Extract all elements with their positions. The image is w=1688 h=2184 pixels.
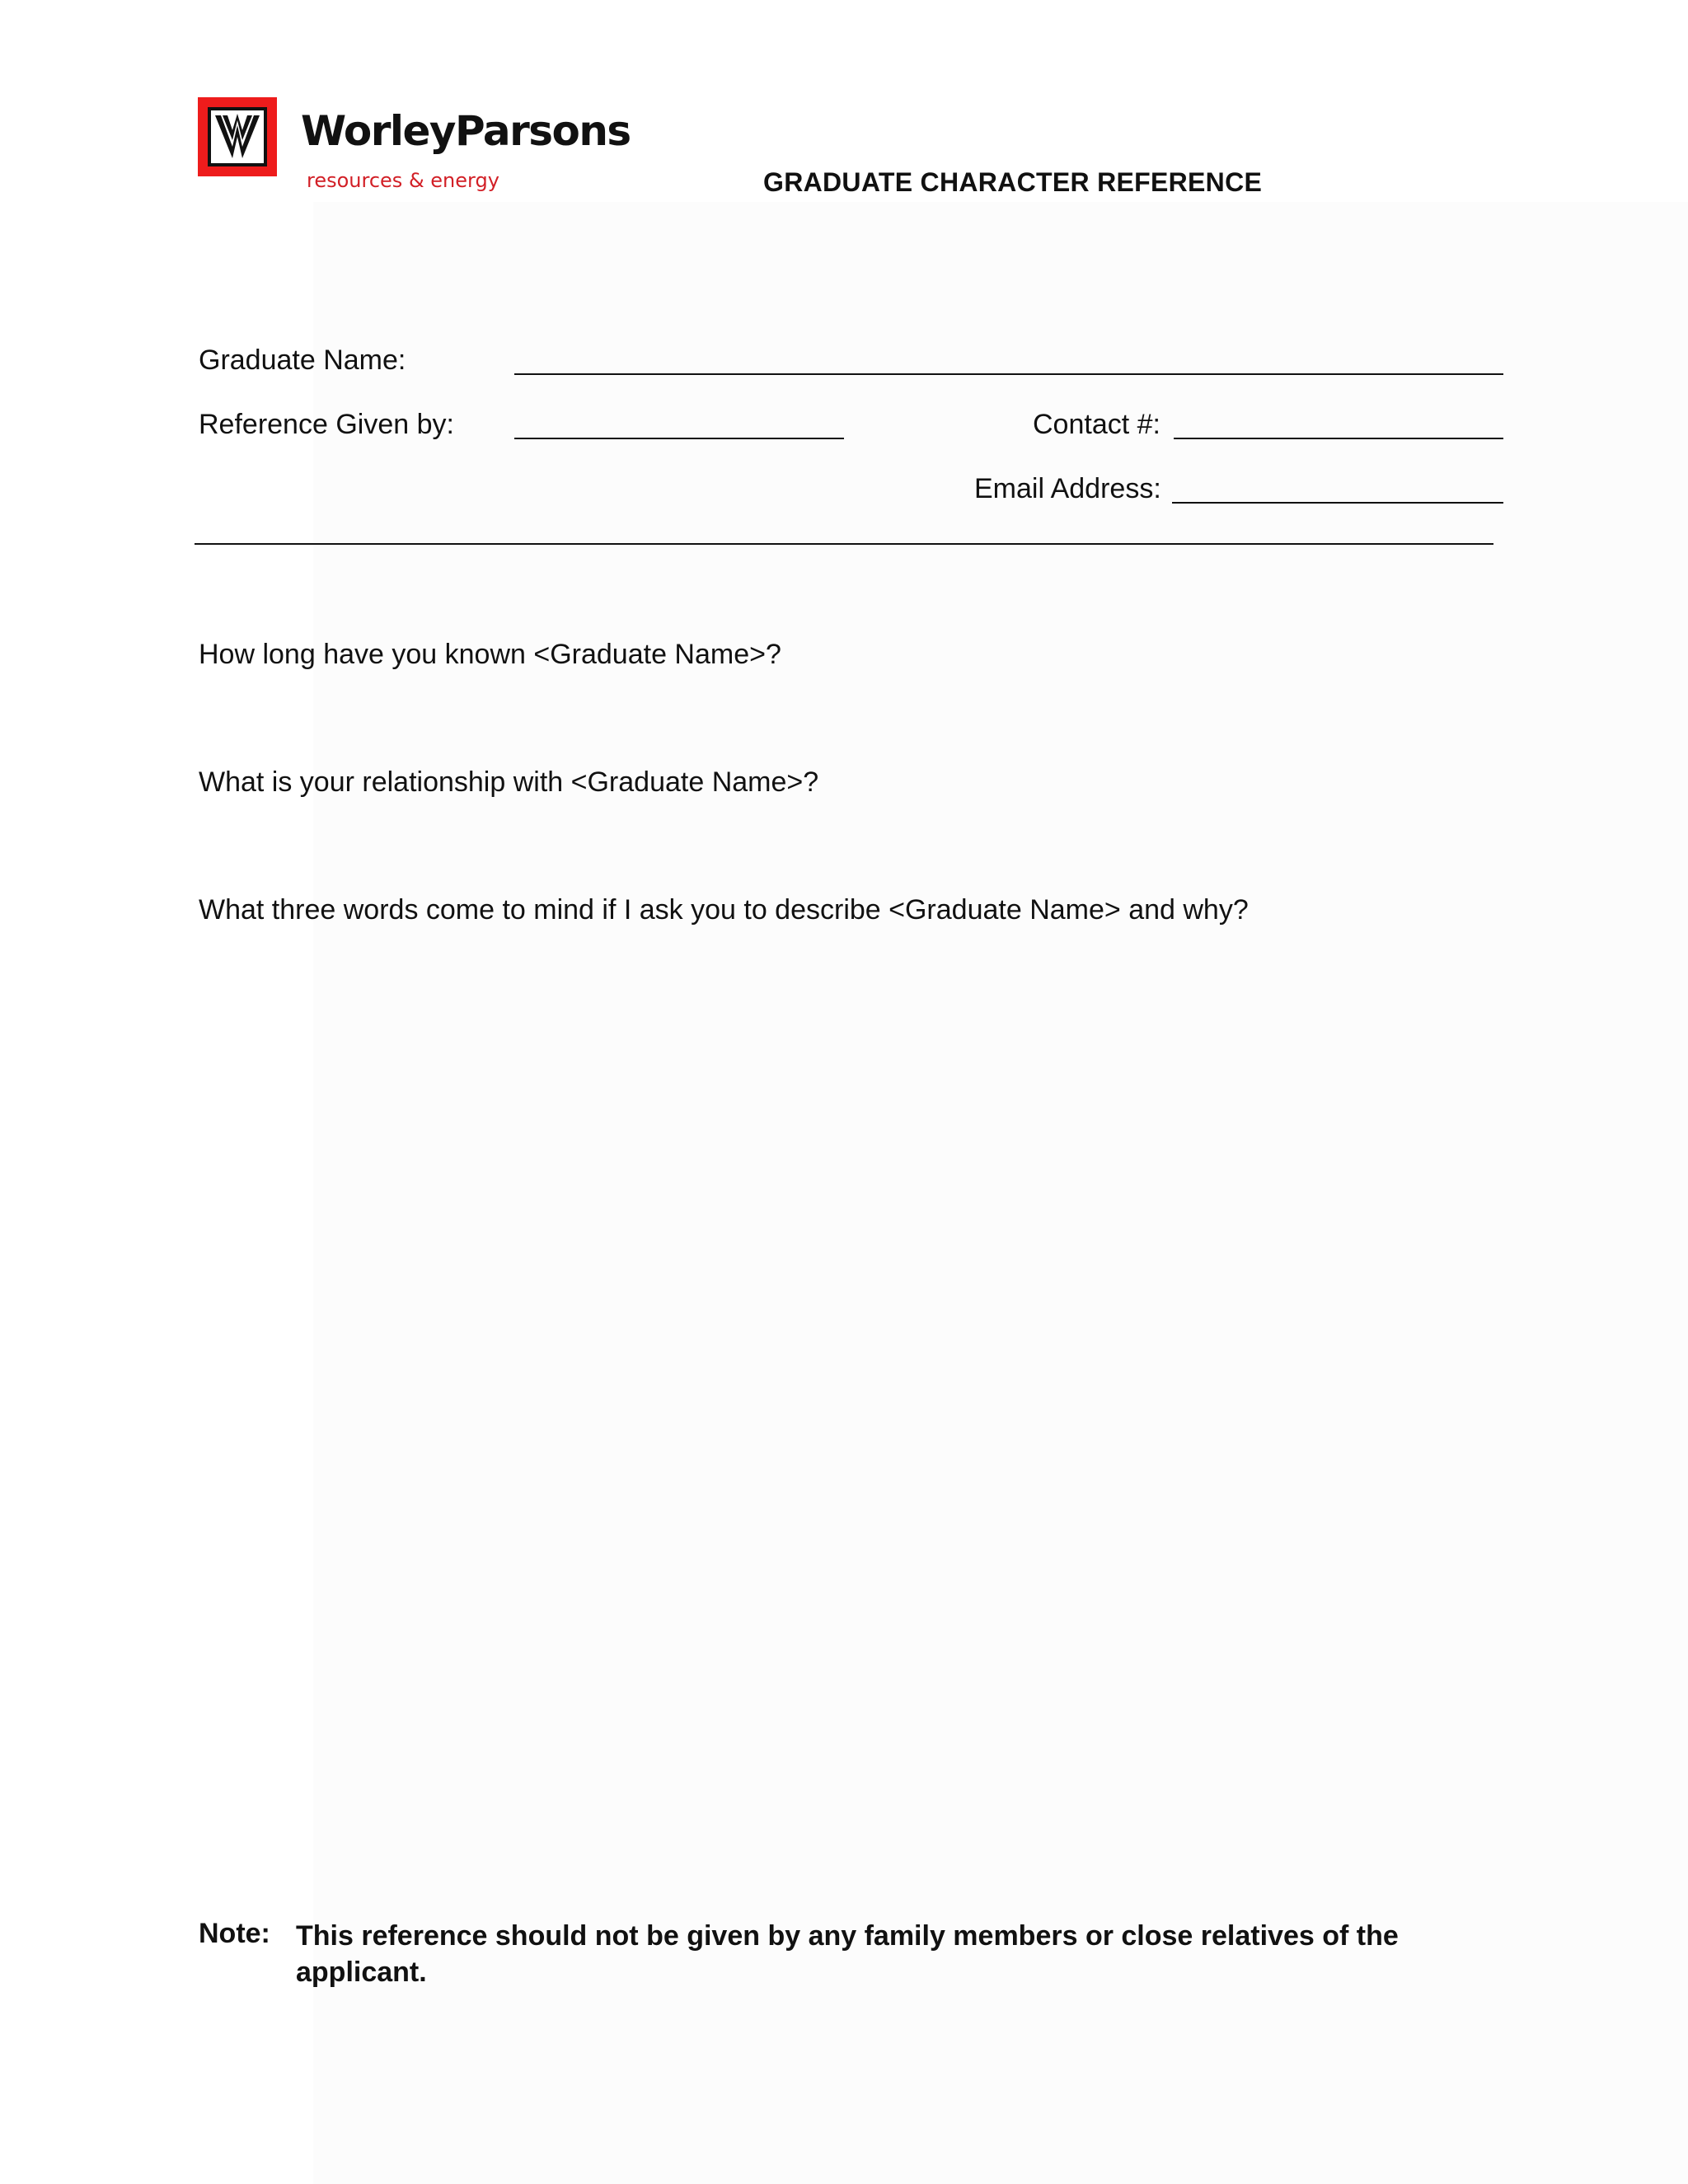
worleyparsons-logo-icon [198,97,277,176]
question-three-words: What three words come to mind if I ask you to describe <Graduate Name> and why? [199,894,1249,926]
graduate-name-field[interactable] [514,373,1503,375]
graduate-name-label: Graduate Name: [199,344,406,376]
reference-given-by-label: Reference Given by: [199,409,454,440]
reference-given-by-field[interactable] [514,438,844,439]
note-label: Note: [199,1918,270,1949]
section-divider [195,543,1493,545]
note-text: This reference should not be given by any family members or close relatives of the applicant. [296,1920,1399,1988]
brand-tagline: resources & energy [307,169,499,192]
question-how-long: How long have you known <Graduate Name>? [199,639,781,670]
question-relationship: What is your relationship with <Graduate Name>? [199,766,819,798]
contact-field[interactable] [1174,438,1503,439]
contact-label: Contact #: [1033,409,1160,440]
email-label: Email Address: [974,473,1161,504]
document-title: GRADUATE CHARACTER REFERENCE [763,167,1263,197]
brand-name: WorleyParsons [301,107,631,155]
email-field[interactable] [1172,502,1503,504]
